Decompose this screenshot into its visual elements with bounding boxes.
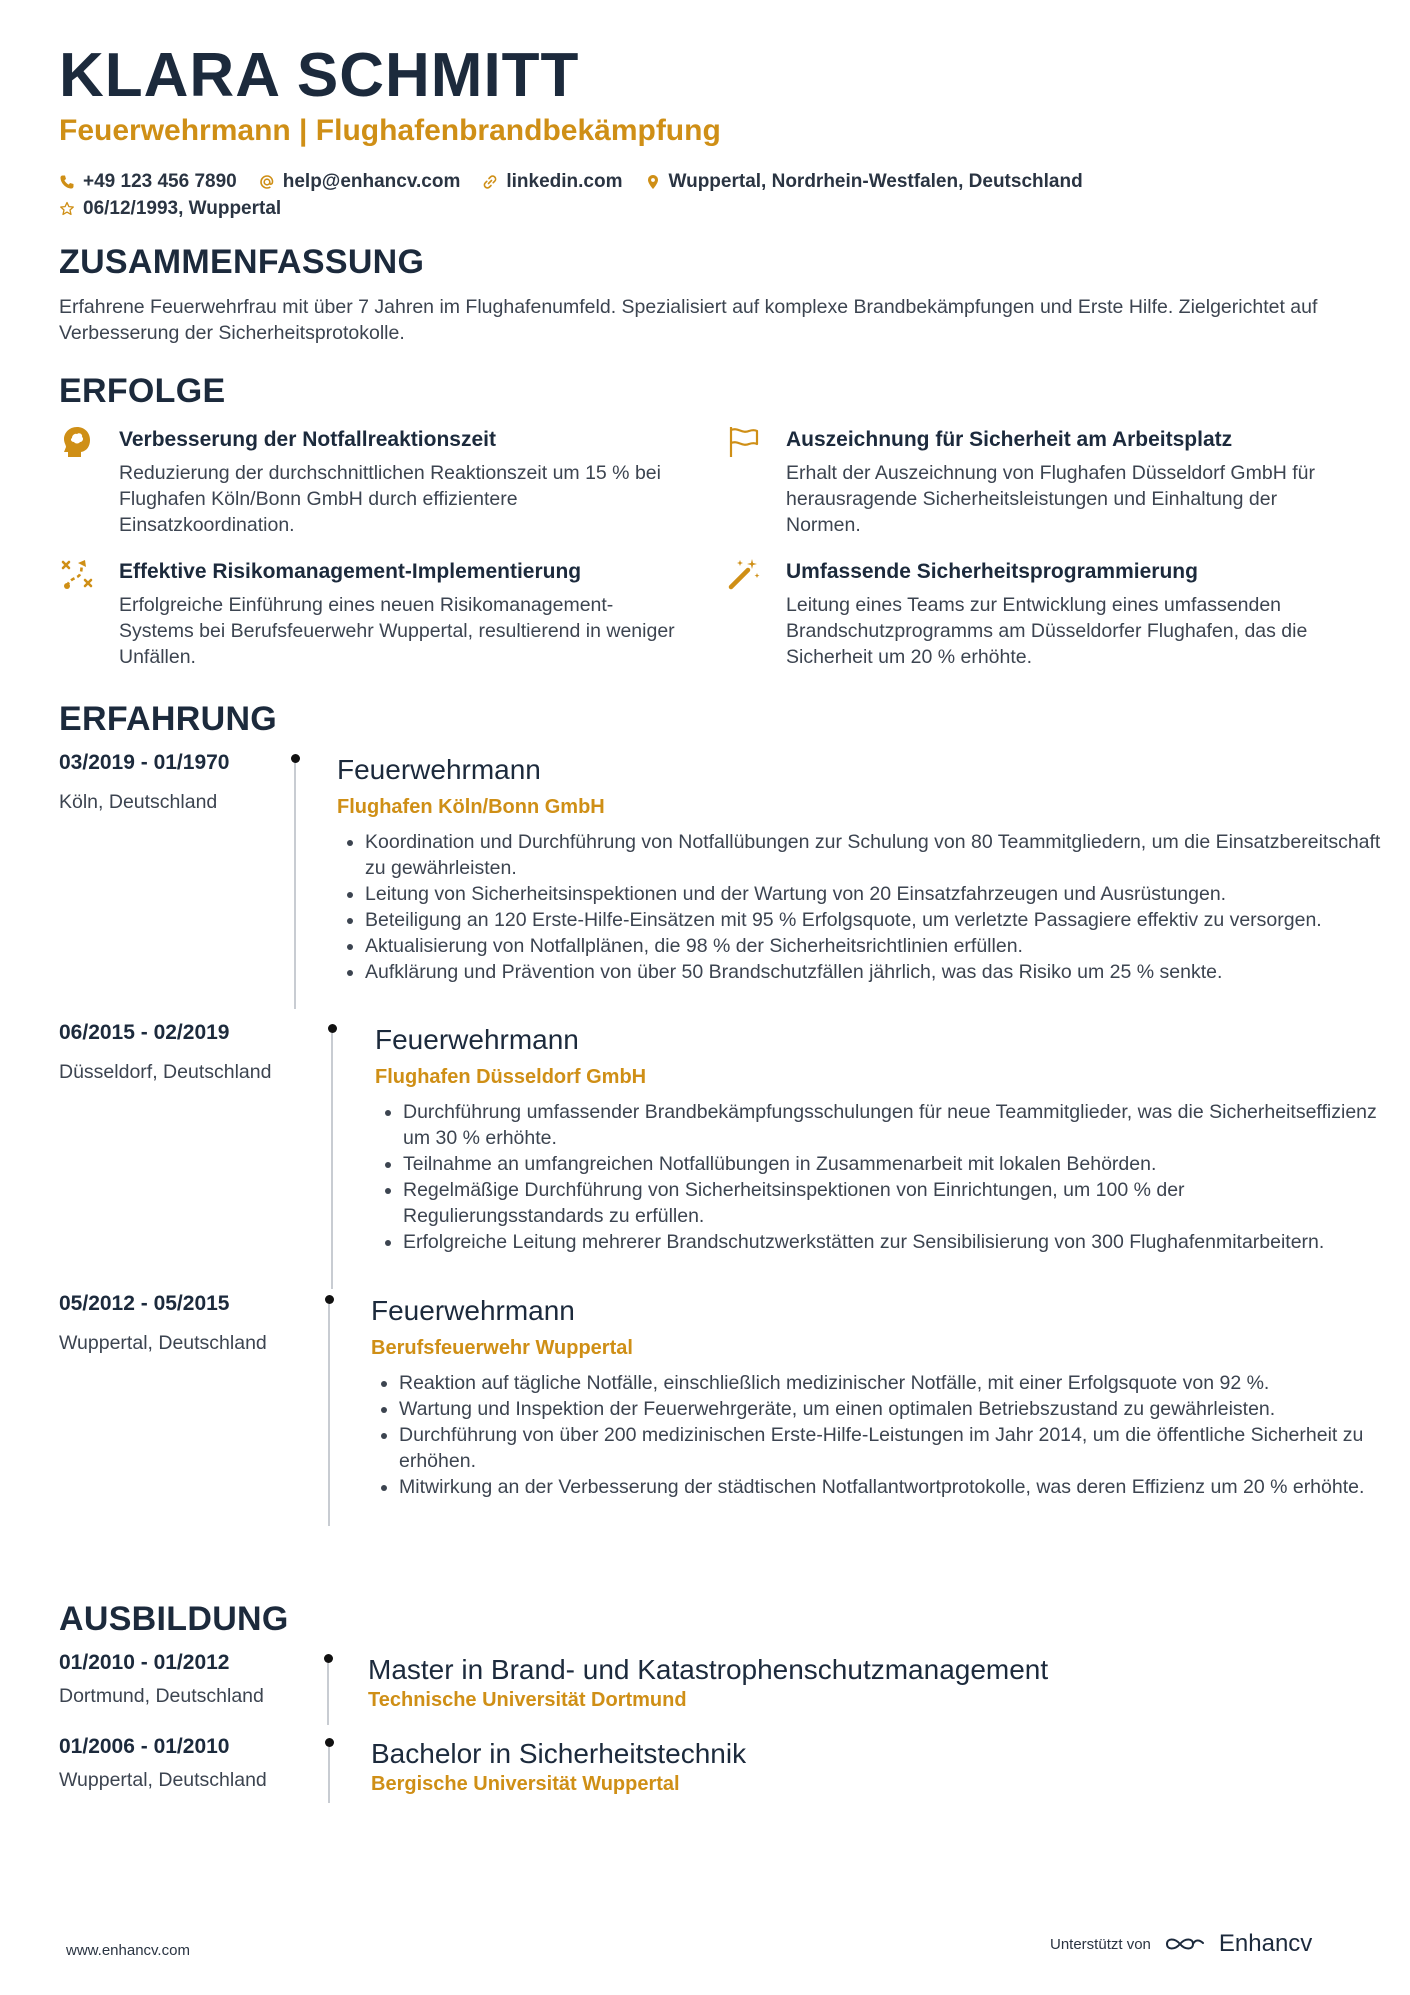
- experience-bullet: • Erfolgreiche Leitung mehrerer Brandschutzwerkstätten zur Sensibilisierung von 300 Flughafenmitarbeitern.: [403, 1229, 1388, 1255]
- footer-branding: [1050, 1930, 1312, 1958]
- education-location: Dortmund, Deutschland: [59, 1685, 264, 1707]
- achievement-desc: Erfolgreiche Einführung eines neuen Risikomanagement-Systems bei Berufsfeuerwehr Wuppertal, resultierend in weniger Unfällen.: [119, 594, 675, 668]
- at-icon: [259, 174, 275, 190]
- education-degree: Master in Brand- und Katastrophenschutzmanagement: [368, 1654, 1049, 1685]
- timeline-dot: [325, 1738, 334, 1747]
- phone-text: +49 123 456 7890: [83, 170, 237, 192]
- timeline-line: [328, 1304, 330, 1526]
- experience-location: Wuppertal, Deutschland: [59, 1332, 267, 1354]
- timeline-line: [327, 1663, 329, 1725]
- timeline-dot: [291, 754, 300, 763]
- experience-bullet: • Teilnahme an umfangreichen Notfallübungen in Zusammenarbeit mit lokalen Behörden.: [403, 1151, 1388, 1177]
- experience-bullet: • Reaktion auf tägliche Notfälle, einschließlich medizinischer Notfälle, mit einer Erfolgsquote von 92 %.: [399, 1370, 1389, 1396]
- education-location: Wuppertal, Deutschland: [59, 1769, 267, 1791]
- contact-location: [645, 171, 1083, 193]
- experience-bullet: • Leitung von Sicherheitsinspektionen und der Wartung von 20 Einsatzfahrzeugen und Ausrüstungen.: [365, 881, 1385, 907]
- achievement-desc: Reduzierung der durchschnittlichen Reaktionszeit um 15 % bei Flughafen Köln/Bonn GmbH durch effizientere Einsatzkoordination.: [119, 462, 661, 536]
- experience-bullet: • Aktualisierung von Notfallplänen, die 98 % der Sicherheitsrichtlinien erfüllen.: [365, 933, 1385, 959]
- contact-email[interactable]: [259, 171, 461, 193]
- experience-bullet: • Wartung und Inspektion der Feuerwehrgeräte, um einen optimalen Betriebszustand zu gewährleisten.: [399, 1396, 1389, 1422]
- candidate-name: KLARA SCHMITT: [59, 41, 580, 110]
- experience-dates: 06/2015 - 02/2019: [59, 1021, 230, 1044]
- experience-bullet: • Durchführung umfassender Brandbekämpfungsschulungen für neue Teammitglieder, was die Sicherheitseffizienz um 30 % erhöhte.: [403, 1099, 1388, 1151]
- location-pin-icon: [645, 174, 661, 190]
- experience-bullet: • Koordination und Durchführung von Notfallübungen zur Schulung von 80 Teammitgliedern, um die Einsatzbereitschaft zu gewährleisten.: [365, 829, 1385, 881]
- experience-bullets: [371, 1370, 1389, 1500]
- birth-text: 06/12/1993, Wuppertal: [83, 197, 282, 219]
- experience-heading: ERFAHRUNG: [59, 700, 278, 738]
- linkedin-text: linkedin.com: [506, 170, 623, 192]
- achievements-heading: ERFOLGE: [59, 372, 226, 410]
- experience-bullets: [337, 829, 1385, 985]
- education-heading: AUSBILDUNG: [59, 1600, 289, 1638]
- experience-bullets: [375, 1099, 1388, 1255]
- achievement-desc: Erhalt der Auszeichnung von Flughafen Düsseldorf GmbH für herausragende Sicherheitsleistungen und Einhaltung der Normen.: [786, 462, 1315, 536]
- star-icon: [59, 201, 75, 217]
- link-icon: [482, 174, 498, 190]
- education-dates: 01/2006 - 01/2010: [59, 1735, 230, 1758]
- magic-wand-icon: [726, 556, 762, 592]
- strategy-icon: [59, 556, 95, 592]
- summary-heading: ZUSAMMENFASSUNG: [59, 243, 425, 281]
- brand-name: Enhancv: [1218, 1930, 1313, 1957]
- experience-bullet: • Mitwirkung an der Verbesserung der städtischen Notfallantwortprotokolle, was deren Effizienz um 20 % erhöhte.: [399, 1474, 1389, 1500]
- education-school: Bergische Universität Wuppertal: [371, 1773, 680, 1795]
- head-brain-icon: [59, 424, 95, 460]
- timeline-line: [328, 1747, 330, 1803]
- flag-icon: [726, 424, 762, 460]
- powered-by-text: Unterstützt von: [1050, 1935, 1151, 1953]
- education-school: Technische Universität Dortmund: [368, 1689, 687, 1711]
- experience-bullet: • Beteiligung an 120 Erste-Hilfe-Einsätzen mit 95 % Erfolgsquote, um verletzte Passagiere effektiv zu versorgen.: [365, 907, 1385, 933]
- experience-company: Flughafen Düsseldorf GmbH: [375, 1066, 647, 1088]
- enhancv-logo-icon: [1163, 1932, 1211, 1956]
- contact-birth: [59, 198, 281, 220]
- education-dates: 01/2010 - 01/2012: [59, 1651, 230, 1674]
- contact-row: [59, 168, 1370, 195]
- brand-logo[interactable]: [1163, 1930, 1312, 1958]
- timeline-line: [331, 1033, 333, 1289]
- phone-icon: [59, 174, 75, 190]
- experience-company: Flughafen Köln/Bonn GmbH: [337, 796, 605, 818]
- achievement-title: Auszeichnung für Sicherheit am Arbeitsplatz: [786, 428, 1233, 451]
- experience-dates: 03/2019 - 01/1970: [59, 751, 230, 774]
- experience-bullet: • Durchführung von über 200 medizinischen Erste-Hilfe-Leistungen im Jahr 2014, um die öffentliche Sicherheit zu erhöhen.: [399, 1422, 1389, 1474]
- summary-text: Erfahrene Feuerwehrfrau mit über 7 Jahren im Flughafenumfeld. Spezialisiert auf komplexe Brandbekämpfungen und Erste Hilfe. Zielgerichtet auf Verbesserung der Sicherheitsprotokolle.: [59, 296, 1318, 344]
- location-text: Wuppertal, Nordrhein-Westfalen, Deutschland: [668, 170, 1083, 192]
- experience-location: Düsseldorf, Deutschland: [59, 1061, 272, 1083]
- achievement-title: Umfassende Sicherheitsprogrammierung: [786, 560, 1198, 583]
- contact-phone[interactable]: [59, 171, 237, 193]
- timeline-dot: [324, 1654, 333, 1663]
- contact-row-2: [59, 195, 1370, 222]
- experience-location: Köln, Deutschland: [59, 791, 218, 813]
- experience-role: Feuerwehrmann: [337, 754, 541, 785]
- achievement-title: Verbesserung der Notfallreaktionszeit: [119, 428, 496, 451]
- achievement-desc: Leitung eines Teams zur Entwicklung eines umfassenden Brandschutzprogramms am Düsseldorfer Flughafen, das die Sicherheit um 20 % erhöhte.: [786, 594, 1308, 668]
- timeline-dot: [325, 1295, 334, 1304]
- experience-bullet: • Regelmäßige Durchführung von Sicherheitsinspektionen von Einrichtungen, um 100 % der Regulierungsstandards zu erfüllen.: [403, 1177, 1388, 1229]
- experience-role: Feuerwehrmann: [375, 1024, 579, 1055]
- candidate-headline: Feuerwehrmann | Flughafenbrandbekämpfung: [59, 114, 721, 147]
- experience-dates: 05/2012 - 05/2015: [59, 1292, 230, 1315]
- footer-website[interactable]: www.enhancv.com: [66, 1942, 190, 1959]
- contact-linkedin[interactable]: [482, 171, 622, 193]
- timeline-dot: [328, 1024, 337, 1033]
- experience-bullet: • Aufklärung und Prävention von über 50 Brandschutzfällen jährlich, was das Risiko um 25 % senkte.: [365, 959, 1385, 985]
- education-degree: Bachelor in Sicherheitstechnik: [371, 1738, 747, 1769]
- contact-info: [59, 168, 1370, 222]
- experience-role: Feuerwehrmann: [371, 1295, 575, 1326]
- achievement-title: Effektive Risikomanagement-Implementierung: [119, 560, 582, 583]
- email-text: help@enhancv.com: [282, 170, 461, 192]
- experience-company: Berufsfeuerwehr Wuppertal: [371, 1337, 633, 1359]
- timeline-line: [294, 763, 296, 1009]
